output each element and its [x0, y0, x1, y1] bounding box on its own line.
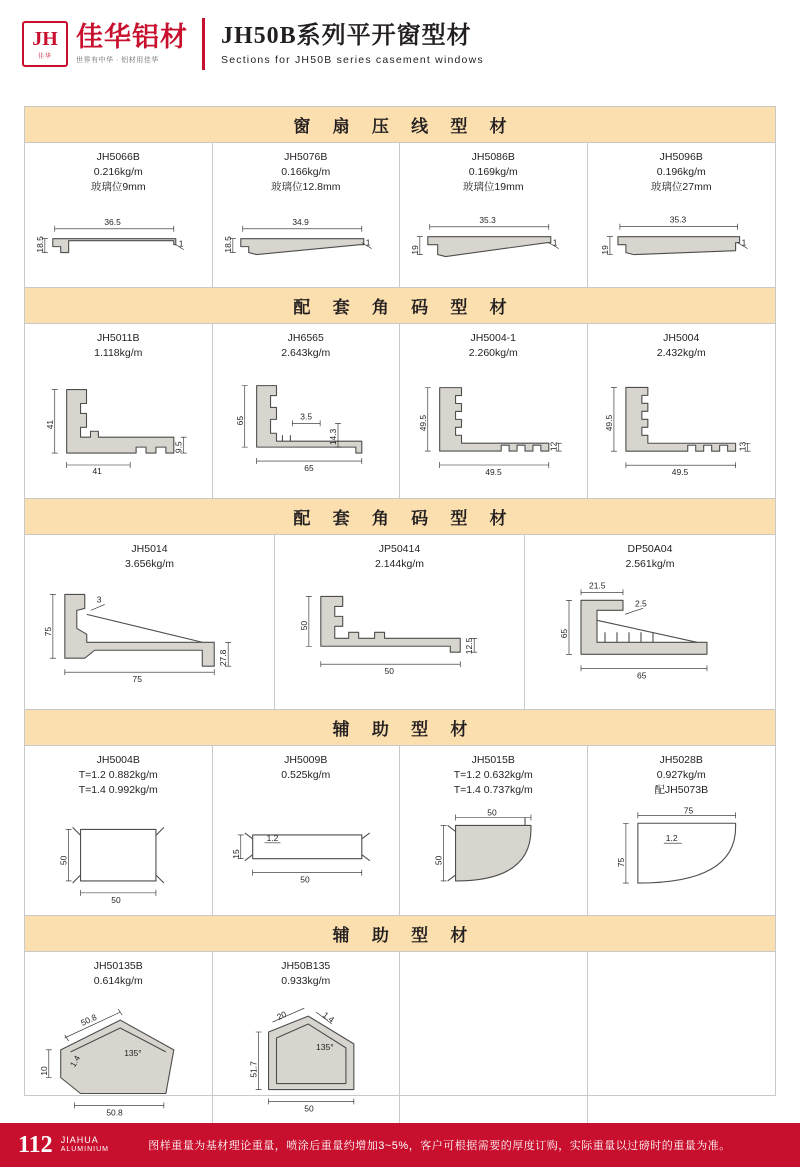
profile-code-8: JH5004 [663, 332, 700, 344]
profile-code-3: JH5086B [471, 151, 515, 163]
footer-brand-cn: JIAHUA [60, 1135, 99, 1145]
profile-weight-8: 2.432kg/m [656, 347, 706, 360]
header-divider [202, 18, 205, 70]
dim-15-c: 1.2 [665, 832, 678, 843]
dim-6-c: 3.5 [299, 411, 312, 422]
profile-weight-14: T=1.2 0.632kg/m [453, 769, 533, 782]
dim-11-b: 65 [558, 629, 569, 639]
dim-4-c: 1 [741, 237, 746, 248]
profile-cell-jh5076b [213, 143, 401, 287]
profile-note-12: T=1.4 0.992kg/m [78, 784, 158, 797]
dim-8-c: 13 [737, 442, 748, 452]
dim-7-b: 49.5 [485, 467, 502, 478]
dim-10-a: 50 [298, 621, 309, 631]
page-number: 112 [18, 1131, 53, 1158]
logo-badge-subtext: 佳华 [37, 53, 52, 60]
dim-12-a: 50 [58, 855, 69, 865]
section-title-1: 窗 扇 压 线 型 材 [293, 117, 516, 136]
dim-5-b: 41 [92, 466, 102, 477]
dim-11-c: 65 [636, 670, 647, 681]
dim-16-c: 10 [38, 1066, 49, 1077]
profile-cell-jh5004-1 [400, 324, 588, 498]
dim-14-b: 50 [433, 855, 444, 865]
logo-slogan: 世界有中华 · 铝材用佳华 [76, 57, 159, 65]
profile-drawing-7 [400, 361, 587, 498]
profile-note-14: T=1.4 0.737kg/m [453, 784, 533, 797]
profile-weight-9: 3.656kg/m [124, 558, 174, 571]
profile-drawing-5 [25, 361, 212, 498]
profile-weight-10: 2.144kg/m [374, 558, 424, 571]
profile-weight-11: 2.561kg/m [625, 558, 675, 571]
brand-logo [0, 21, 188, 67]
profile-weight-6: 2.643kg/m [281, 347, 331, 360]
page-subtitle: Sections for JH50B series casement windows [221, 54, 484, 67]
section-title-3: 配 套 角 码 型 材 [293, 509, 516, 528]
dim-15-b: 75 [615, 857, 626, 867]
dim-17-a: 51.7 [248, 1061, 259, 1079]
profile-cell-empty-1 [400, 952, 588, 1127]
profile-code-9: JH5014 [131, 543, 168, 555]
logo-mark-icon [22, 21, 68, 67]
section-band-1 [25, 107, 775, 143]
footer-note: 图样重量为基材理论重量，喷涂后重量约增加3~5%，客户可根据需要的厚度订购，实际重量以过磅时的重量为准。 [148, 1140, 731, 1152]
dim-15-a: 75 [683, 804, 693, 815]
profile-cell-jh5096b [588, 143, 776, 287]
profile-drawing-17 [213, 989, 400, 1127]
profile-cell-jh5028b [588, 746, 776, 915]
dim-14-a: 50 [487, 807, 497, 818]
profile-drawing-3 [400, 196, 587, 287]
dim-10-b: 50 [384, 666, 394, 677]
dim-5-a: 41 [44, 420, 55, 430]
dim-4-a: 35.3 [669, 214, 686, 225]
table-row [25, 535, 775, 710]
profile-code-2: JH5076B [284, 151, 328, 163]
profile-code-12: JH5004B [96, 754, 140, 766]
dim-1-c: 1 [178, 238, 184, 249]
profile-weight-7: 2.260kg/m [468, 347, 518, 360]
profile-code-7: JH5004-1 [470, 332, 517, 344]
section-title-2: 配 套 角 码 型 材 [293, 298, 516, 317]
dim-9-c: 3 [96, 594, 102, 605]
profile-code-14: JH5015B [471, 754, 515, 766]
profile-cell-jh5066b [25, 143, 213, 287]
profile-cell-jh50b135 [213, 952, 401, 1127]
profile-note-3: 玻璃位19mm [462, 181, 524, 194]
profile-drawing-16 [25, 989, 212, 1127]
profile-drawing-10 [275, 572, 524, 709]
profile-cell-jh5004 [588, 324, 776, 498]
profile-note-15: 配JH5073B [654, 784, 709, 797]
dim-2-a: 34.9 [291, 216, 309, 227]
profile-note-2: 玻璃位12.8mm [271, 181, 341, 194]
page-footer [0, 1123, 800, 1167]
profile-cell-jh5011b [25, 324, 213, 498]
profile-code-15: JH5028B [659, 754, 703, 766]
dim-8-b: 49.5 [671, 467, 688, 478]
profile-cell-empty-2 [588, 952, 776, 1127]
section-band-2 [25, 288, 775, 324]
dim-5-c: 9.5 [173, 441, 184, 454]
profile-code-5: JH5011B [97, 332, 140, 344]
profile-weight-17: 0.933kg/m [281, 975, 331, 988]
profile-drawing-12 [25, 799, 212, 915]
section-title-4: 辅 助 型 材 [332, 720, 477, 739]
dim-9-b: 75 [132, 674, 142, 685]
dim-3-a: 35.3 [479, 214, 496, 225]
profile-drawing-1 [25, 196, 212, 287]
profile-cell-jh6565 [213, 324, 401, 498]
section-band-5 [25, 916, 775, 952]
profile-drawing-4 [588, 196, 776, 287]
profile-weight-16: 0.614kg/m [93, 975, 143, 988]
profile-code-10: JP50414 [378, 543, 421, 555]
footer-brand [61, 1135, 109, 1155]
profile-drawing-9 [25, 572, 274, 709]
table-row [25, 746, 775, 916]
profile-code-16: JH50135B [93, 960, 143, 972]
dim-13-c: 1.2 [266, 833, 278, 844]
profile-code-13: JH5009B [284, 754, 328, 766]
profile-cell-jh5015b [400, 746, 588, 915]
dim-11-a: 21.5 [588, 580, 606, 591]
profile-weight-12: T=1.2 0.882kg/m [78, 769, 158, 782]
profile-code-11: DP50A04 [627, 543, 673, 555]
dim-2-b: 18.5 [222, 235, 233, 253]
table-row [25, 324, 775, 499]
profile-drawing-15 [588, 799, 776, 915]
dim-1-b: 18.5 [34, 235, 45, 253]
dim-17-e: 135° [315, 1042, 334, 1053]
dim-1-a: 36.5 [104, 216, 121, 227]
profile-code-4: JH5096B [659, 151, 703, 163]
profile-drawing-6 [213, 361, 400, 498]
dim-7-c: 12 [548, 442, 559, 452]
profile-weight-3: 0.169kg/m [468, 166, 518, 179]
profile-drawing-11 [525, 572, 775, 709]
profile-note-1: 玻璃位9mm [90, 181, 146, 194]
profile-drawing-14 [400, 799, 587, 915]
logo-company-name: 佳华铝材 [76, 21, 188, 52]
dim-17-d: 1.4 [320, 1010, 336, 1026]
profile-cell-jh5009b [213, 746, 401, 915]
profile-code-6: JH6565 [287, 332, 324, 344]
dim-11-d: 2.5 [634, 598, 647, 609]
profile-note-4: 玻璃位27mm [650, 181, 712, 194]
profile-drawing-2 [213, 196, 400, 287]
profile-weight-15: 0.927kg/m [656, 769, 706, 782]
profile-table [24, 106, 776, 1118]
dim-3-b: 19 [409, 244, 420, 255]
profile-cell-dp50a04 [525, 535, 775, 709]
profile-cell-jh5014 [25, 535, 275, 709]
section-title-5: 辅 助 型 材 [332, 926, 477, 945]
dim-6-a: 65 [234, 416, 245, 426]
profile-cell-jh5086b [400, 143, 588, 287]
dim-13-b: 15 [230, 849, 241, 860]
dim-4-b: 19 [599, 244, 610, 255]
dim-12-b: 50 [111, 894, 121, 905]
profile-weight-1: 0.216kg/m [93, 166, 143, 179]
dim-6-b: 65 [303, 463, 314, 474]
dim-7-a: 49.5 [417, 415, 428, 432]
profile-cell-jp50414 [275, 535, 525, 709]
dim-10-c: 12.5 [464, 638, 475, 655]
section-band-3 [25, 499, 775, 535]
profile-cell-jh5004b [25, 746, 213, 915]
table-row [25, 952, 775, 1127]
logo-badge-text: JH [32, 27, 58, 50]
profile-weight-13: 0.525kg/m [281, 769, 331, 782]
page-title: JH50B系列平开窗型材 [221, 22, 472, 49]
profile-code-17: JH50B135 [281, 960, 331, 972]
dim-16-a: 50.8 [79, 1012, 99, 1029]
dim-9-a: 75 [42, 627, 53, 637]
profile-drawing-8 [588, 361, 776, 498]
dim-16-d: 1.4 [67, 1053, 83, 1070]
profile-weight-2: 0.166kg/m [281, 166, 331, 179]
dim-16-e: 135° [124, 1048, 142, 1059]
table-row [25, 143, 775, 288]
profile-weight-5: 1.118kg/m [94, 347, 143, 360]
profile-weight-4: 0.196kg/m [656, 166, 706, 179]
dim-8-a: 49.5 [603, 415, 614, 432]
profile-code-1: JH5066B [96, 151, 140, 163]
dim-13-a: 50 [299, 874, 310, 885]
dim-17-b: 50 [303, 1103, 314, 1114]
dim-9-d: 27.8 [218, 650, 229, 667]
page-header [0, 0, 800, 88]
dim-6-d: 14.3 [327, 429, 338, 446]
dim-16-b: 50.8 [106, 1107, 123, 1118]
section-band-4 [25, 710, 775, 746]
footer-brand-en: ALUMINIUM [60, 1146, 109, 1154]
dim-2-c: 1 [365, 237, 370, 248]
dim-3-c: 1 [552, 237, 558, 248]
profile-cell-jh50135b [25, 952, 213, 1127]
profile-drawing-13 [213, 783, 400, 915]
dim-17-c: 20 [274, 1009, 288, 1023]
